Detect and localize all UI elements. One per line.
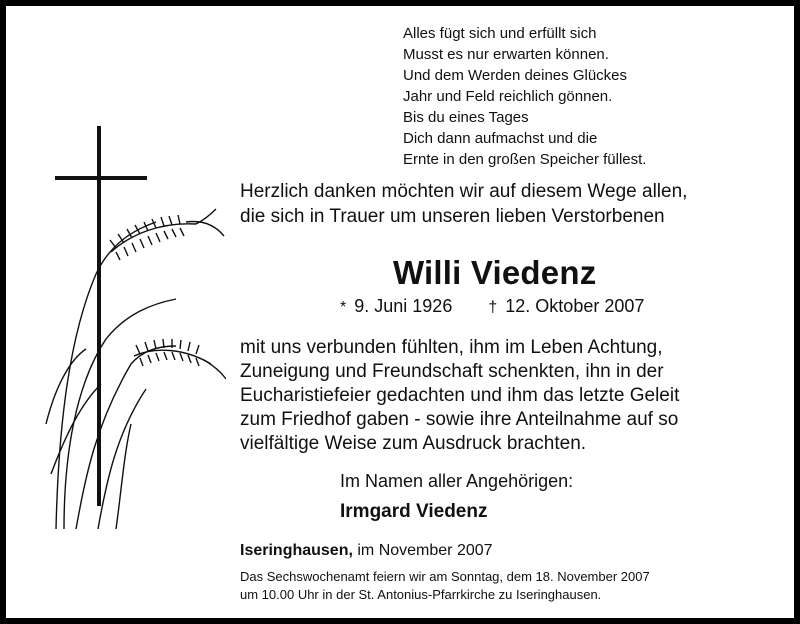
poem-line: Ernte in den großen Speicher füllest. [403,151,647,168]
death-symbol: † [488,299,498,316]
poem-line: Jahr und Feld reichlich gönnen. [403,88,613,105]
note-line: Das Sechswochenamt feiern wir am Sonntag, dem 18. November 2007 [240,569,650,584]
intro-line: Herzlich danken möchten wir auf diesem Wege allen, [240,181,688,202]
birth-date: 9. Juni 1926 [354,296,453,316]
body-line: zum Friedhof gaben - sowie ihre Anteilnahme auf so [240,409,679,430]
body-line: mit uns verbunden fühlten, ihm im Leben Achtung, [240,337,663,358]
poem-line: Und dem Werden deines Glückes [403,67,628,84]
poem-line: Dich dann aufmachst und die [403,130,598,147]
body-line: Zuneigung und Freundschaft schenkten, ihn in der [240,361,664,382]
poem-line: Alles fügt sich und erfüllt sich [403,25,597,42]
obituary-card [6,6,794,618]
intro-text [240,179,687,229]
poem [403,23,646,170]
body-line: Eucharistiefeier gedachten und ihm das letzte Geleit [240,385,680,406]
body-text [240,336,679,456]
poem-line: Musst es nur erwarten können. [403,46,609,63]
signer-name: Irmgard Viedenz [340,501,488,522]
life-dates [340,296,644,317]
place-town: Iseringhausen, [240,542,353,559]
note-line: um 10.00 Uhr in der St. Antonius-Pfarrkirche zu Iseringhausen. [240,587,602,602]
body-line: vielfältige Weise zum Ausdruck brachten. [240,433,587,454]
service-note [240,568,650,604]
place-date [240,542,493,560]
deceased-name: Willi Viedenz [393,254,597,291]
on-behalf-line: Im Namen aller Angehörigen: [340,471,574,491]
birth-symbol: * [340,299,347,316]
place-date-text: im November 2007 [357,542,493,559]
death-date: 12. Oktober 2007 [505,296,645,316]
cross-and-wheat-illustration [36,124,226,534]
poem-line: Bis du eines Tages [403,109,529,126]
wheat-icon [46,209,226,529]
intro-line: die sich in Trauer um unseren lieben Verstorbenen [240,206,665,227]
